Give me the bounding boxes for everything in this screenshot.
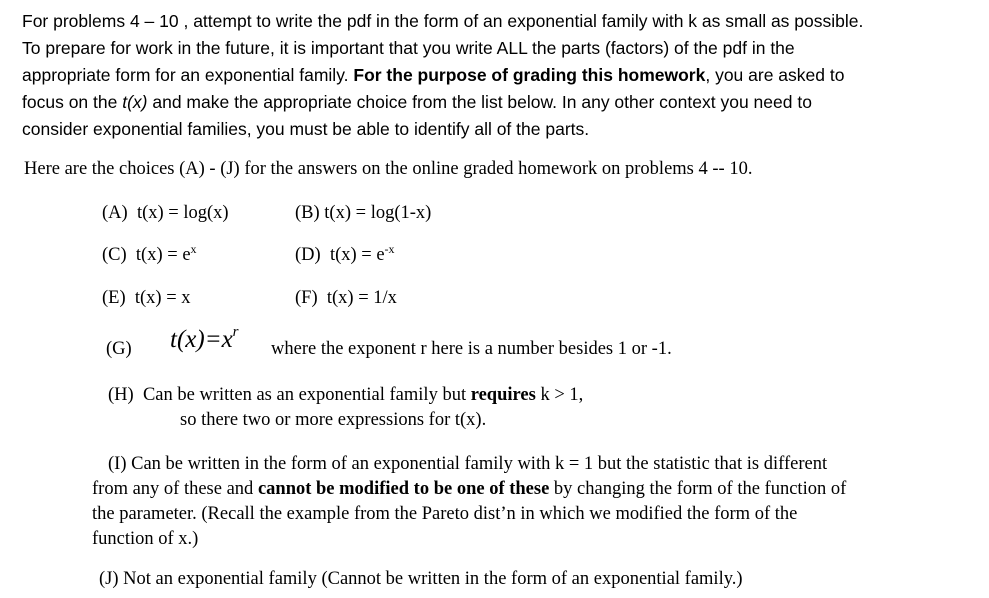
choice-d-exponent: -x: [384, 242, 395, 256]
intro-line-1: For problems 4 – 10 , attempt to write the pdf in the form of an exponential family with k as small as possible.: [22, 11, 864, 31]
intro-line-3-start: appropriate form for an exponential family.: [22, 65, 354, 85]
choice-d-expr: [329, 242, 395, 265]
intro-line-4-start: focus on the: [22, 92, 123, 112]
cannot-modify-emphasis: cannot be modified to be one of these: [257, 479, 550, 499]
intro-line-2: To prepare for work in the future, it is important that you write ALL the parts (factors) of the pdf in the: [22, 38, 795, 58]
choice-e-label: (E): [102, 288, 126, 308]
choice-c: [102, 242, 197, 266]
choice-i-line1: (I) Can be written in the form of an exponential family with k = 1 but the statistic that is different: [108, 454, 828, 474]
choice-h-line1-start: Can be written as an exponential family but: [142, 385, 471, 405]
choices-heading: Here are the choices (A) - (J) for the answers on the online graded homework on problems 4 -- 10.: [24, 159, 753, 179]
choice-c-exponent: x: [190, 242, 197, 256]
grading-emphasis: For the purpose of grading this homework: [353, 65, 706, 85]
choice-a-expr: t(x) = log(x): [136, 203, 229, 223]
choice-i-line4: function of x.): [92, 529, 199, 549]
intro-line-5: consider exponential families, you must be able to identify all of the parts.: [22, 119, 590, 139]
choice-g-note: where the exponent r here is a number besides 1 or -1.: [271, 339, 672, 359]
intro-line-4-end: and make the appropriate choice from the list below. In any other context you need to: [147, 92, 812, 112]
tx-italic: t(x): [122, 92, 148, 112]
choice-c-base: t(x) = e: [135, 245, 191, 265]
choice-a-label: (A): [102, 203, 128, 223]
choice-d-base: t(x) = e: [329, 245, 385, 265]
choice-c-expr: [135, 242, 197, 265]
choice-h-line1-end: k > 1,: [535, 385, 584, 405]
choice-i-line2: [92, 477, 972, 502]
choice-d-label: (D): [295, 245, 321, 265]
choice-g-exponent: r: [232, 324, 239, 340]
choice-j: (J) Not an exponential family (Cannot be written in the form of an exponential family.): [99, 569, 743, 589]
choice-b: [295, 203, 431, 224]
choice-g-label: (G): [106, 339, 132, 359]
choice-c-label: (C): [102, 245, 127, 265]
choice-e-expr: t(x) = x: [134, 288, 191, 308]
choice-h-label: (H): [108, 385, 134, 405]
choice-a: [102, 203, 229, 224]
choice-i: [92, 452, 972, 552]
intro-paragraph: [22, 8, 972, 143]
choice-d: [295, 242, 395, 266]
choice-h: [108, 385, 583, 406]
choice-h-line2: so there two or more expressions for t(x).: [180, 410, 487, 430]
choice-b-expr: t(x) = log(1-x): [324, 203, 432, 223]
choice-i-line2-end: by changing the form of the function of: [549, 479, 847, 499]
choice-i-line2-start: from any of these and: [92, 479, 258, 499]
choice-f-expr: t(x) = 1/x: [326, 288, 397, 308]
choice-g-base: t(x)=x: [170, 326, 233, 353]
choice-e: [102, 288, 191, 309]
intro-line-4: [22, 89, 972, 116]
intro-line-3-end: , you are asked to: [705, 65, 845, 85]
choice-i-line3: the parameter. (Recall the example from the Pareto dist’n in which we modified the form of the: [92, 504, 798, 524]
requires-emphasis: requires: [470, 385, 536, 405]
choice-g-math: [170, 326, 239, 355]
choice-f: [295, 288, 397, 309]
choice-f-label: (F): [295, 288, 318, 308]
intro-line-3: [22, 62, 972, 89]
choice-b-label: (B): [295, 203, 320, 223]
